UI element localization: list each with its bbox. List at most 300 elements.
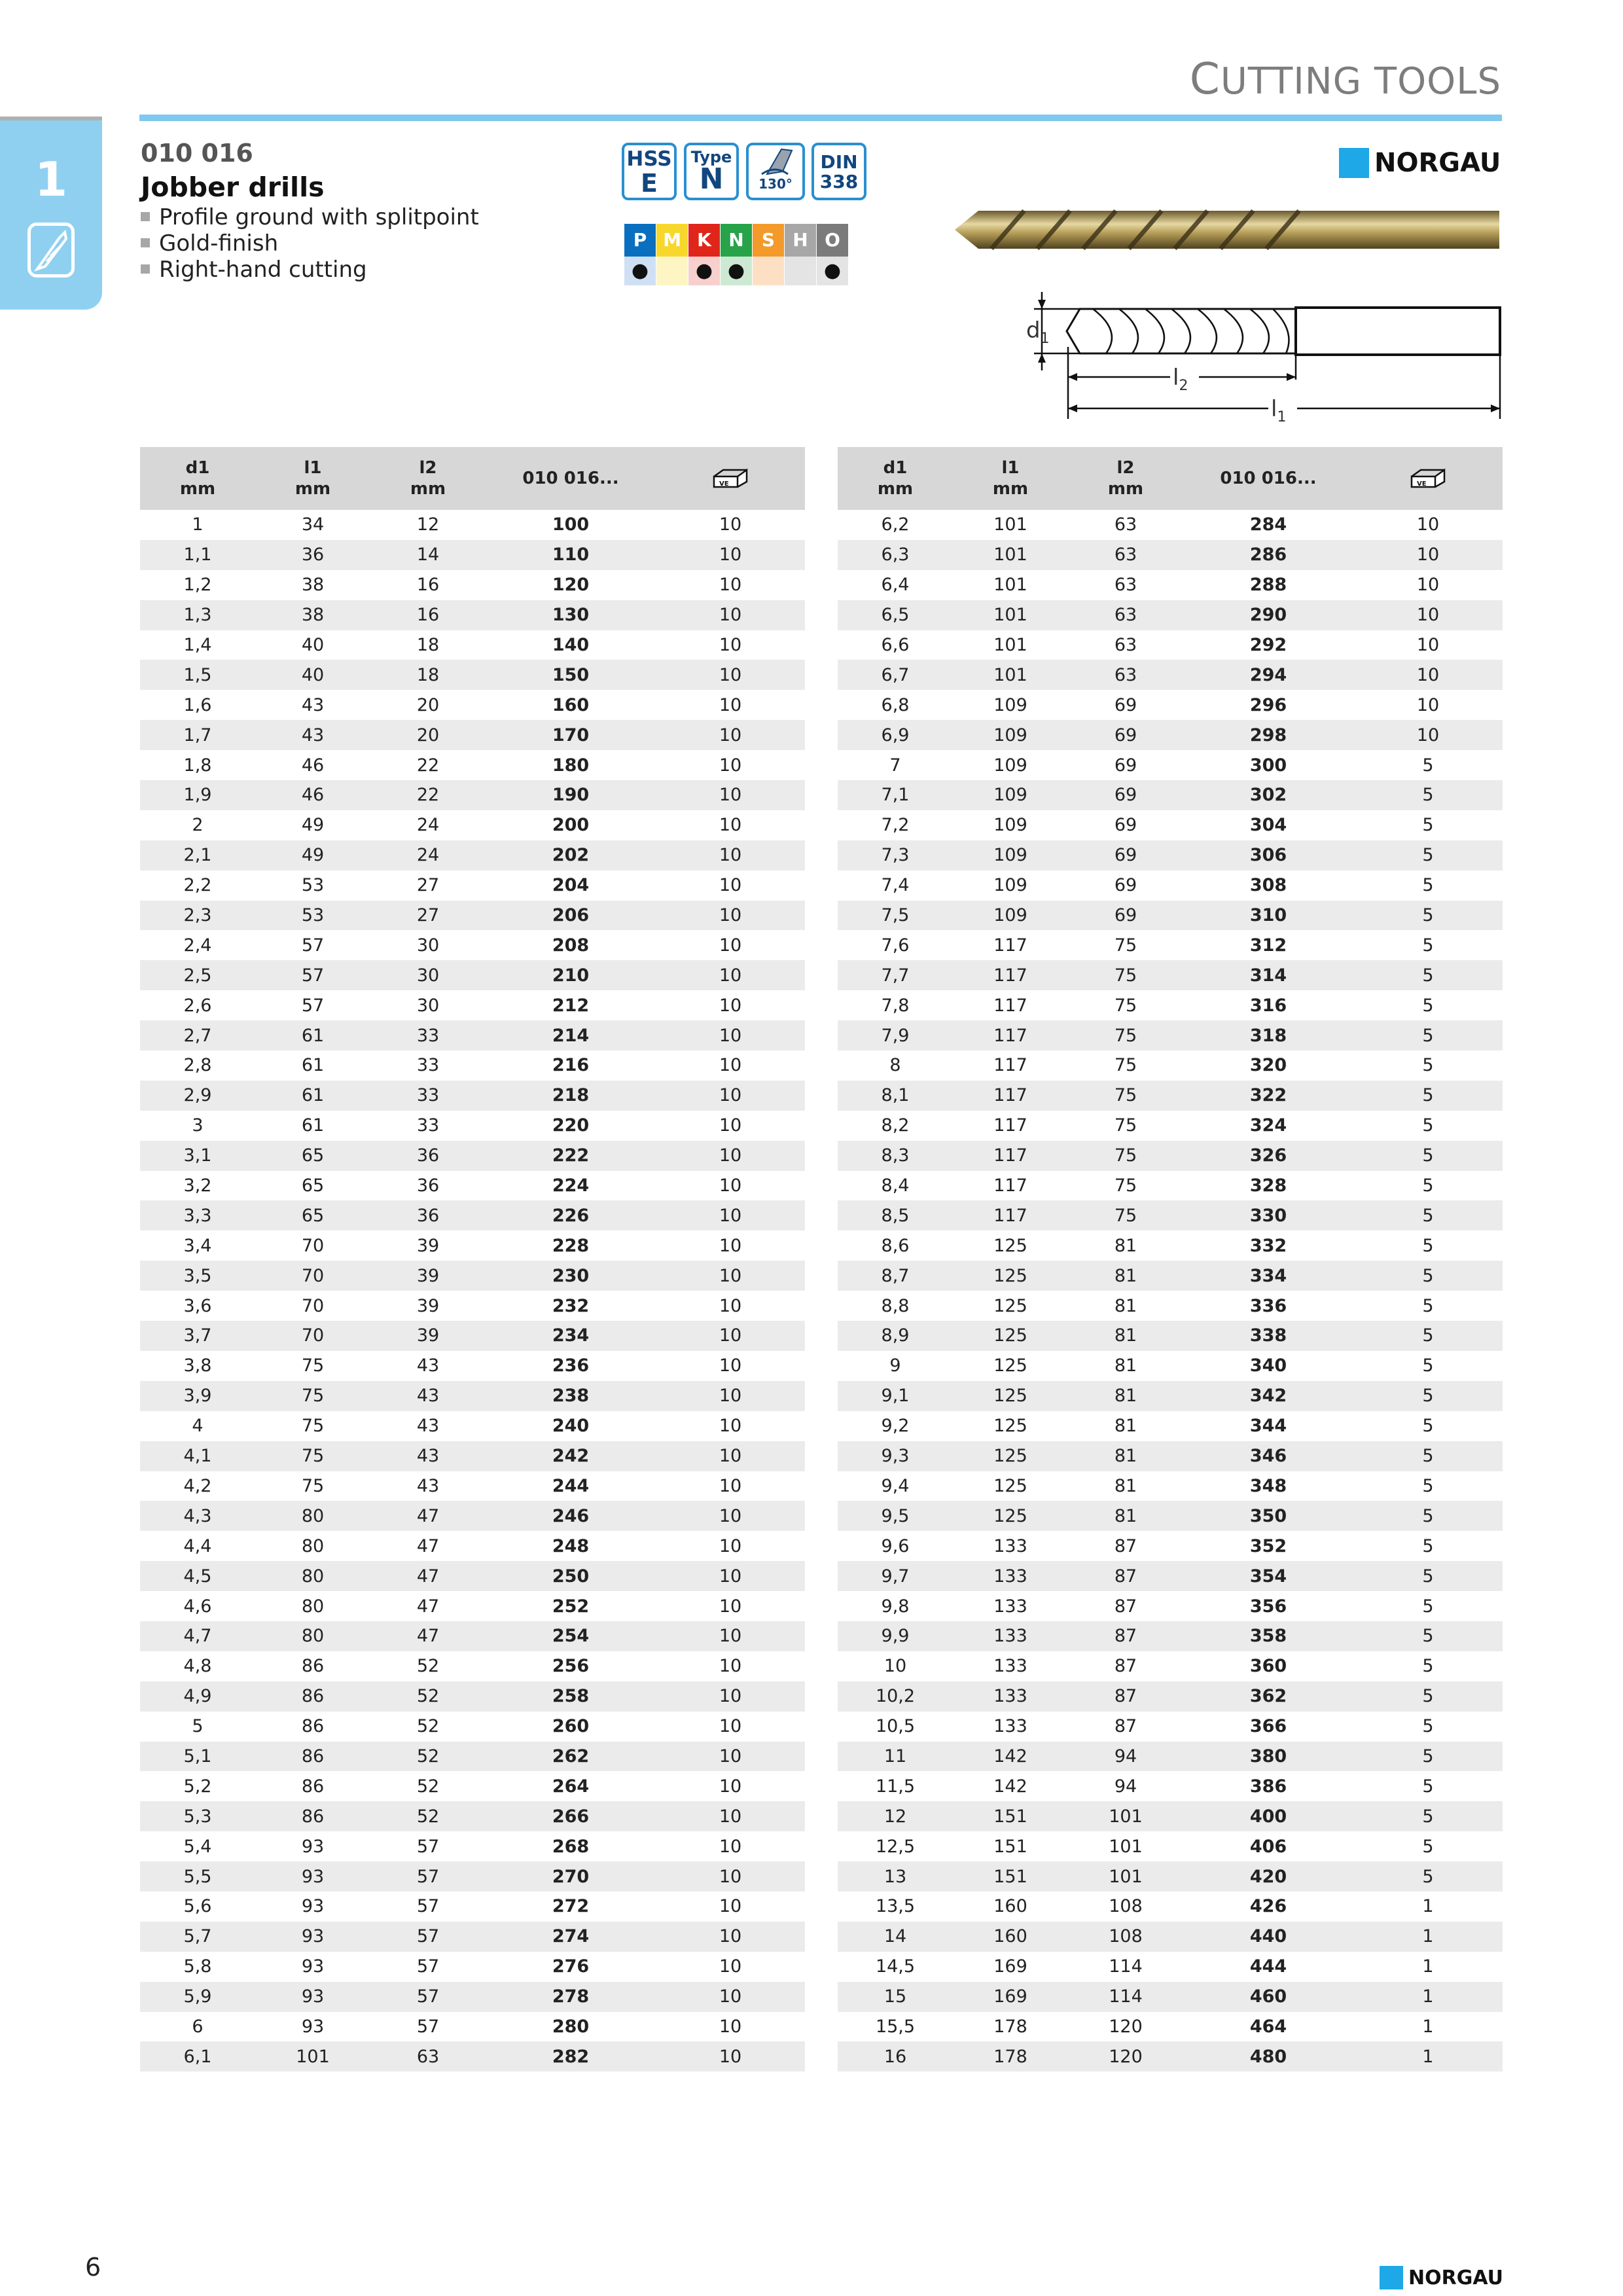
- cell-pack-qty: 10: [719, 2016, 742, 2037]
- cell-l2: 81: [1068, 1321, 1183, 1351]
- table-row: [838, 1621, 1503, 1651]
- cell-pack-qty: 5: [1422, 1295, 1434, 1316]
- cell-l2: 20: [370, 720, 486, 750]
- cell-order-code: 190: [486, 780, 656, 810]
- cell-order-code: 304: [1249, 815, 1287, 836]
- cell-pack-qty: 10: [656, 1261, 805, 1291]
- cell-d1: 9,2: [881, 1416, 910, 1437]
- cell-d1: 6,5: [838, 600, 953, 630]
- table-row: [140, 570, 805, 600]
- cell-order-code: 464: [1249, 2016, 1287, 2037]
- table-row: [838, 1381, 1503, 1411]
- table-row: [140, 930, 805, 960]
- cell-l1: 117: [953, 1200, 1068, 1230]
- cell-pack-qty: 10: [656, 600, 805, 630]
- cell-d1: 5,2: [183, 1776, 212, 1797]
- cell-d1: 6,7: [838, 660, 953, 690]
- cell-l1: 65: [255, 1141, 370, 1171]
- cell-d1: 1,8: [183, 755, 212, 776]
- table-row: [838, 1922, 1503, 1952]
- table-row: [838, 1351, 1503, 1381]
- cell-pack-qty: 10: [719, 1896, 742, 1917]
- cell-d1: 9,4: [881, 1475, 910, 1496]
- drill-dimension-diagram: [1008, 288, 1505, 428]
- table-row: [140, 901, 805, 931]
- table-row: [838, 540, 1503, 570]
- cell-d1: 5,6: [183, 1896, 212, 1917]
- cell-l1: 101: [993, 635, 1027, 655]
- cell-d1: 7,9: [838, 1020, 953, 1050]
- cell-order-code: 204: [552, 875, 590, 896]
- table-row: [838, 1321, 1503, 1351]
- cell-order-code: 316: [1249, 995, 1287, 1016]
- brand-square-icon: [1339, 148, 1369, 178]
- table-row: [838, 1742, 1503, 1772]
- cell-pack-qty: 5: [1422, 755, 1434, 776]
- cell-l1: 80: [255, 1501, 370, 1531]
- cell-pack-qty: 5: [1422, 935, 1434, 956]
- table-row: [140, 630, 805, 660]
- cell-order-code: 306: [1183, 840, 1353, 870]
- table-row: [838, 870, 1503, 901]
- cell-l2: 16: [370, 600, 486, 630]
- table-row: [838, 1441, 1503, 1471]
- cell-order-code: 362: [1183, 1681, 1353, 1712]
- cell-l1: 86: [255, 1742, 370, 1772]
- cell-l1: 70: [255, 1261, 370, 1291]
- cell-l2: 27: [370, 901, 486, 931]
- cell-pack-qty: 5: [1353, 1561, 1503, 1591]
- cell-l1: 49: [301, 815, 325, 836]
- cell-pack-qty: 10: [656, 1441, 805, 1471]
- table-row: [838, 810, 1503, 840]
- cell-order-code: 210: [486, 960, 656, 990]
- cell-pack-qty: 5: [1353, 1081, 1503, 1111]
- cell-l2: 14: [370, 540, 486, 570]
- cell-l2: 108: [1068, 1922, 1183, 1952]
- cell-l2: 75: [1068, 1141, 1183, 1171]
- cell-d1: 8,2: [881, 1115, 910, 1136]
- table-header-row: [838, 447, 1503, 510]
- table-row: [140, 1651, 805, 1681]
- cell-order-code: 222: [486, 1141, 656, 1171]
- cell-order-code: 298: [1183, 720, 1353, 750]
- cell-d1: 6,3: [838, 540, 953, 570]
- cell-d1: 16: [838, 2041, 953, 2072]
- cell-d1: 3,2: [183, 1175, 212, 1196]
- cell-l2: 108: [1109, 1896, 1143, 1917]
- cell-order-code: 120: [552, 575, 590, 596]
- cell-pack-qty: 10: [719, 1175, 742, 1196]
- cell-d1: 1,4: [183, 635, 212, 655]
- brand-logo-top: NORGAU: [1339, 148, 1501, 178]
- table-row: [140, 1712, 805, 1742]
- cell-d1: 4,4: [183, 1535, 212, 1556]
- cell-order-code: 426: [1249, 1896, 1287, 1917]
- cell-order-code: 260: [552, 1716, 590, 1737]
- cell-d1: 1: [192, 514, 204, 535]
- table-row: [140, 1471, 805, 1501]
- cell-order-code: 314: [1183, 960, 1353, 990]
- cell-l1: 160: [993, 1896, 1027, 1917]
- cell-l2: 63: [370, 2041, 486, 2072]
- cell-d1: 5,3: [140, 1801, 255, 1831]
- cell-order-code: 208: [552, 935, 590, 956]
- cell-l1: 57: [301, 995, 325, 1016]
- cell-pack-qty: 5: [1353, 1681, 1503, 1712]
- cell-l2: 63: [1068, 540, 1183, 570]
- table-row: [838, 1171, 1503, 1201]
- table-row: [140, 660, 805, 690]
- cell-d1: 13,5: [875, 1896, 916, 1917]
- cell-l2: 81: [1114, 1355, 1137, 1376]
- cell-pack-qty: 5: [1353, 1141, 1503, 1171]
- table-row: [140, 990, 805, 1020]
- table-row: [140, 1591, 805, 1621]
- cell-d1: 7,5: [838, 901, 953, 931]
- cell-pack-qty: 10: [656, 1200, 805, 1230]
- cell-order-code: 274: [486, 1922, 656, 1952]
- cell-d1: 7,3: [838, 840, 953, 870]
- cell-l1: 80: [301, 1596, 325, 1617]
- cell-l2: 75: [1068, 1081, 1183, 1111]
- cell-order-code: 342: [1183, 1381, 1353, 1411]
- cell-d1: 1,2: [183, 575, 212, 596]
- cell-l1: 86: [301, 1716, 325, 1737]
- cell-order-code: 238: [486, 1381, 656, 1411]
- chapter-tab[interactable]: [0, 117, 102, 310]
- cell-pack-qty: 10: [719, 1475, 742, 1496]
- material-o-label: O: [817, 224, 848, 257]
- table-row: [838, 2041, 1503, 2072]
- cell-d1: 7,2: [881, 815, 910, 836]
- cell-d1: 4,1: [140, 1441, 255, 1471]
- cell-d1: 14,5: [875, 1956, 916, 1977]
- section-title: CUTTING TOOLS: [1189, 54, 1501, 104]
- table-row: [838, 1771, 1503, 1801]
- table-row: [838, 690, 1503, 720]
- table-row: [838, 1952, 1503, 1982]
- cell-order-code: 226: [486, 1200, 656, 1230]
- cell-pack-qty: 5: [1353, 1621, 1503, 1651]
- table-row: [140, 2041, 805, 2072]
- cell-l2: 30: [416, 935, 440, 956]
- cell-pack-qty: 10: [719, 1235, 742, 1256]
- cell-order-code: 358: [1183, 1621, 1353, 1651]
- cell-l1: 125: [953, 1321, 1068, 1351]
- cell-order-code: 328: [1249, 1175, 1287, 1196]
- cell-l1: 178: [993, 2016, 1027, 2037]
- cell-pack-qty: 10: [656, 1561, 805, 1591]
- cell-l2: 47: [370, 1561, 486, 1591]
- cell-order-code: 322: [1183, 1081, 1353, 1111]
- table-row: [140, 1922, 805, 1952]
- cell-l1: 117: [953, 960, 1068, 990]
- cell-order-code: 278: [486, 1982, 656, 2012]
- cell-d1: 4,8: [183, 1656, 212, 1677]
- cell-l2: 43: [416, 1475, 440, 1496]
- table-row: [140, 870, 805, 901]
- cell-pack-qty: 10: [656, 840, 805, 870]
- cell-d1: 5,4: [183, 1836, 212, 1857]
- table-row: [838, 1141, 1503, 1171]
- cell-pack-qty: 10: [656, 1020, 805, 1050]
- table-row: [140, 1081, 805, 1111]
- cell-pack-qty: 10: [656, 660, 805, 690]
- table-row: [838, 840, 1503, 870]
- cell-d1: 9,8: [881, 1596, 910, 1617]
- material-k-label: K: [688, 224, 720, 257]
- cell-l2: 24: [416, 815, 440, 836]
- cell-d1: 10,2: [838, 1681, 953, 1712]
- cell-l1: 133: [993, 1596, 1027, 1617]
- table-row: [838, 630, 1503, 660]
- table-row: [140, 720, 805, 750]
- cell-pack-qty: 10: [656, 1681, 805, 1712]
- cell-order-code: 206: [486, 901, 656, 931]
- cell-d1: 3,3: [140, 1200, 255, 1230]
- din-338-badge: DIN 338: [812, 143, 866, 200]
- d1-label: $d_1$: [1026, 317, 1050, 347]
- cell-order-code: 150: [486, 660, 656, 690]
- cell-order-code: 460: [1183, 1982, 1353, 2012]
- cell-l2: 114: [1068, 1982, 1183, 2012]
- cell-order-code: 332: [1249, 1235, 1287, 1256]
- cell-pack-qty: 5: [1353, 1200, 1503, 1230]
- table-row: [838, 570, 1503, 600]
- cell-l1: 125: [993, 1355, 1027, 1376]
- cell-l1: 101: [993, 514, 1027, 535]
- cell-l1: 61: [255, 1081, 370, 1111]
- cell-order-code: 318: [1183, 1020, 1353, 1050]
- cell-l1: 61: [255, 1020, 370, 1050]
- cell-order-code: 276: [552, 1956, 590, 1977]
- cell-order-code: 324: [1249, 1115, 1287, 1136]
- cell-d1: 3,9: [140, 1381, 255, 1411]
- cell-order-code: 110: [486, 540, 656, 570]
- cell-l1: 75: [255, 1441, 370, 1471]
- cell-order-code: 268: [552, 1836, 590, 1857]
- cell-order-code: 300: [1249, 755, 1287, 776]
- cell-pack-qty: 1: [1422, 1956, 1434, 1977]
- cell-l1: 36: [255, 540, 370, 570]
- cell-order-code: 242: [486, 1441, 656, 1471]
- material-h-label: H: [785, 224, 816, 257]
- cell-pack-qty: 10: [719, 1596, 742, 1617]
- cell-l1: 57: [255, 960, 370, 990]
- table-row: [140, 960, 805, 990]
- table-row: [838, 1020, 1503, 1050]
- cell-l2: 39: [416, 1235, 440, 1256]
- table-row: [140, 1200, 805, 1230]
- cell-l1: 86: [301, 1656, 325, 1677]
- cell-pack-qty: 5: [1422, 1175, 1434, 1196]
- cell-pack-qty: 10: [656, 1742, 805, 1772]
- cell-l2: 39: [370, 1261, 486, 1291]
- cell-l2: 57: [370, 1861, 486, 1892]
- cell-l1: 178: [953, 2041, 1068, 2072]
- cell-l2: 120: [1068, 2041, 1183, 2072]
- table-row: [140, 1621, 805, 1651]
- table-row: [140, 1261, 805, 1291]
- cell-pack-qty: 5: [1422, 1055, 1434, 1076]
- cell-l2: 114: [1109, 1956, 1143, 1977]
- cell-pack-qty: 10: [719, 1416, 742, 1437]
- cell-d1: 3,7: [140, 1321, 255, 1351]
- cell-l1: 38: [301, 575, 325, 596]
- col-pack-header: [1353, 447, 1503, 510]
- cell-l1: 109: [953, 780, 1068, 810]
- cell-l1: 125: [953, 1381, 1068, 1411]
- cell-pack-qty: 10: [656, 1081, 805, 1111]
- cell-pack-qty: 5: [1353, 1861, 1503, 1892]
- table-row: [838, 901, 1503, 931]
- cell-order-code: 228: [552, 1235, 590, 1256]
- cell-d1: 13: [838, 1861, 953, 1892]
- cell-l1: 70: [301, 1235, 325, 1256]
- cell-l2: 43: [416, 1416, 440, 1437]
- cell-order-code: 308: [1249, 875, 1287, 896]
- material-h-suitable: [785, 257, 816, 285]
- cell-l2: 69: [1114, 875, 1137, 896]
- cell-l2: 69: [1114, 815, 1137, 836]
- cell-d1: 5,8: [183, 1956, 212, 1977]
- cell-pack-qty: 10: [719, 875, 742, 896]
- cell-l2: 81: [1068, 1501, 1183, 1531]
- cell-pack-qty: 10: [1416, 575, 1440, 596]
- cell-l1: 80: [255, 1621, 370, 1651]
- cell-pack-qty: 10: [719, 694, 742, 715]
- table-row: [140, 1171, 805, 1201]
- cell-l1: 75: [301, 1475, 325, 1496]
- cell-l1: 43: [301, 694, 325, 715]
- cell-pack-qty: 5: [1422, 1115, 1434, 1136]
- cell-d1: 1,7: [140, 720, 255, 750]
- cell-d1: 1,3: [140, 600, 255, 630]
- size-table-left: [140, 447, 805, 2072]
- cell-l1: 109: [953, 901, 1068, 931]
- table-row: [140, 600, 805, 630]
- cell-order-code: 280: [552, 2016, 590, 2037]
- table-row: [838, 960, 1503, 990]
- table-row: [838, 510, 1503, 540]
- cell-l1: 133: [953, 1621, 1068, 1651]
- cell-l2: 33: [416, 1115, 440, 1136]
- cell-d1: 7,4: [881, 875, 910, 896]
- cell-pack-qty: 5: [1422, 995, 1434, 1016]
- svg-text:VE: VE: [719, 480, 729, 488]
- chapter-number: 1: [34, 152, 68, 207]
- cell-l1: 61: [301, 1055, 325, 1076]
- cell-d1: 4,9: [140, 1681, 255, 1712]
- cell-d1: 3,6: [183, 1295, 212, 1316]
- cell-pack-qty: 10: [1353, 540, 1503, 570]
- table-row: [838, 1561, 1503, 1591]
- cell-pack-qty: 10: [656, 960, 805, 990]
- table-row: [140, 780, 805, 810]
- cell-order-code: 282: [486, 2041, 656, 2072]
- cell-l2: 69: [1068, 780, 1183, 810]
- cell-order-code: 130: [486, 600, 656, 630]
- page-number: 6: [85, 2253, 101, 2282]
- cell-l1: 117: [993, 935, 1027, 956]
- cell-l2: 75: [1068, 1020, 1183, 1050]
- cell-pack-qty: 10: [719, 575, 742, 596]
- cell-pack-qty: 10: [719, 1716, 742, 1737]
- cell-l1: 117: [953, 1020, 1068, 1050]
- product-name: Jobber drills: [141, 171, 325, 203]
- cell-order-code: 200: [552, 815, 590, 836]
- cell-l1: 117: [993, 1115, 1027, 1136]
- cell-l2: 43: [416, 1355, 440, 1376]
- cell-d1: 6,9: [838, 720, 953, 750]
- cell-l2: 57: [416, 2016, 440, 2037]
- table-row: [838, 720, 1503, 750]
- cell-d1: 8,1: [838, 1081, 953, 1111]
- cell-l1: 125: [993, 1235, 1027, 1256]
- cell-pack-qty: 5: [1422, 1355, 1434, 1376]
- cell-l1: 70: [255, 1321, 370, 1351]
- cell-l1: 109: [953, 840, 1068, 870]
- material-o-suitable: ●: [817, 257, 848, 285]
- bullet-icon: [141, 264, 150, 274]
- cell-order-code: 258: [486, 1681, 656, 1712]
- cell-d1: 2,3: [140, 901, 255, 931]
- cell-d1: 9,3: [838, 1441, 953, 1471]
- cell-d1: 2,5: [140, 960, 255, 990]
- material-m-suitable: [656, 257, 688, 285]
- cell-pack-qty: 10: [719, 815, 742, 836]
- cell-l2: 75: [1114, 1115, 1137, 1136]
- cell-order-code: 310: [1183, 901, 1353, 931]
- cell-l1: 93: [255, 1982, 370, 2012]
- cell-l2: 30: [416, 995, 440, 1016]
- cell-d1: 14: [838, 1922, 953, 1952]
- cell-d1: 1,1: [140, 540, 255, 570]
- cell-order-code: 406: [1249, 1836, 1287, 1857]
- cell-order-code: 360: [1249, 1656, 1287, 1677]
- cell-order-code: 252: [552, 1596, 590, 1617]
- cell-d1: 9,5: [838, 1501, 953, 1531]
- cell-order-code: 224: [552, 1175, 590, 1196]
- cell-l2: 52: [416, 1776, 440, 1797]
- cell-order-code: 218: [486, 1081, 656, 1111]
- cell-l1: 101: [993, 575, 1027, 596]
- cell-order-code: 420: [1183, 1861, 1353, 1892]
- cell-pack-qty: 10: [1353, 600, 1503, 630]
- cell-l2: 69: [1068, 901, 1183, 931]
- cell-pack-qty: 10: [719, 1656, 742, 1677]
- cell-d1: 3: [192, 1115, 204, 1136]
- cell-pack-qty: 10: [656, 1141, 805, 1171]
- type-n-badge: Type N: [684, 143, 739, 200]
- table-row: [838, 1801, 1503, 1831]
- cell-pack-qty: 10: [656, 901, 805, 931]
- cell-l2: 94: [1068, 1742, 1183, 1772]
- cell-l1: 109: [993, 815, 1027, 836]
- cell-order-code: 440: [1183, 1922, 1353, 1952]
- table-row: [140, 840, 805, 870]
- table-row: [140, 1771, 805, 1801]
- cell-pack-qty: 1: [1353, 1982, 1503, 2012]
- col-d1-header: d1 mm: [140, 447, 255, 510]
- cell-pack-qty: 10: [656, 1801, 805, 1831]
- cell-pack-qty: 10: [1353, 720, 1503, 750]
- cell-order-code: 444: [1249, 1956, 1287, 1977]
- feature-item: Gold-finish: [141, 230, 278, 257]
- table-row: [140, 1381, 805, 1411]
- cell-pack-qty: 10: [719, 1055, 742, 1076]
